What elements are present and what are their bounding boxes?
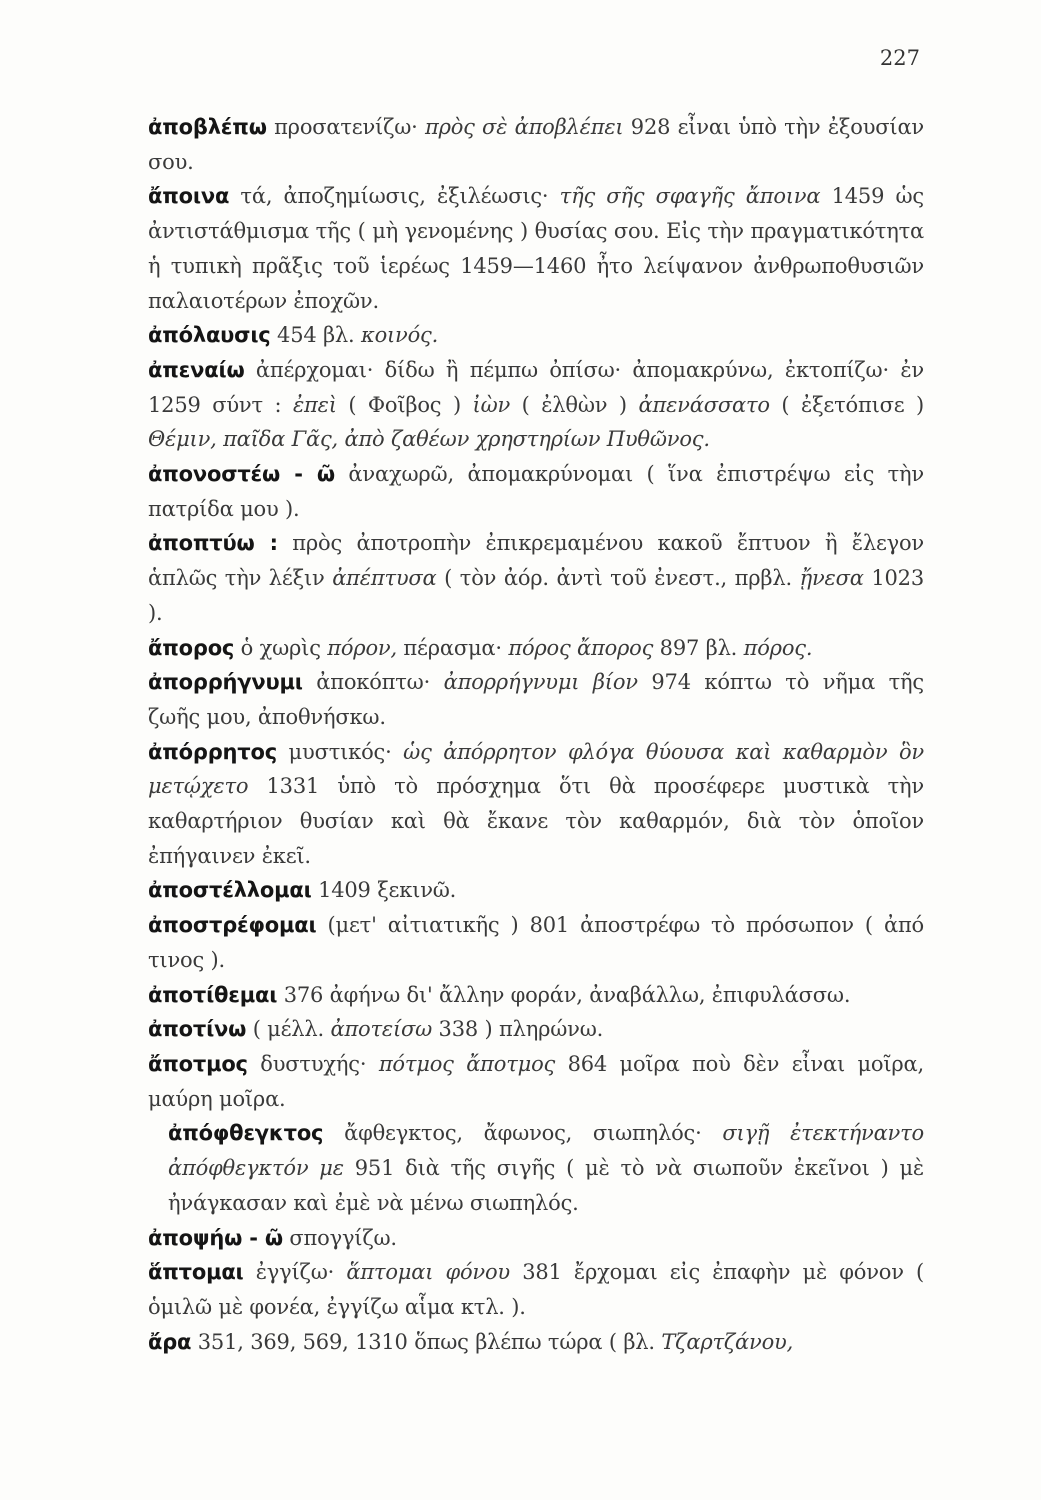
entry-quotation: κοινός. [361,323,439,348]
entry-quotation: ἰὼν [472,392,511,417]
entry-quotation: σιγῇ ἐτεκτήναντο ἀπόφθεγκτόν με [168,1121,924,1181]
glossary-entry [148,665,924,734]
glossary-entry [148,1116,924,1220]
entry-quotation: τῆς σῆς σφαγῆς ἄποινα [559,184,821,209]
glossary-entry [148,457,924,526]
entry-text: τά, ἀποζημίωσις, ἐξιλέωσις· [229,184,560,209]
glossary-entry [148,353,924,457]
entry-headword: ἅπτομαι [148,1260,244,1285]
entry-quotation: ᾔνεσα [799,566,864,591]
entry-text: ( Φοῖβος ) [336,392,473,417]
entry-text: μυστικός· [276,739,404,764]
entry-text: 351, 369, 569, 1310 ὅπως βλέπω τώρα ( βλ. [191,1329,662,1354]
page-number: 227 [879,46,920,70]
glossary-entry [148,1325,924,1360]
entry-text: προσατενίζω· [266,115,425,139]
entry-headword: ἀπόφθεγκτος [168,1121,324,1146]
entry-text: 974 κόπτω τὸ νῆμα τῆς ζωῆς μου, ἀποθνήσκω. [148,670,924,729]
entry-text: ἀποκόπτω· [302,670,444,695]
glossary-entry [148,1012,924,1047]
entry-text: 381 ἔρχομαι εἰς ἐπαφὴν μὲ φόνον ( ὁμιλῶ μὲ φονέα, ἐγγίζω αἷμα κτλ. ). [148,1260,924,1319]
entry-headword: ἀποψήω - ῶ [148,1225,283,1250]
entry-text: 928 εἶναι ὑπὸ τὴν ἐξουσίαν σου. [148,115,924,174]
glossary-entries [148,110,924,1359]
entry-text: σπογγίζω. [282,1225,397,1250]
entry-text: ἄφθεγκτος, ἄφωνος, σιωπηλός· [323,1121,723,1146]
entry-text: δυστυχής· [247,1051,379,1076]
entry-text: ( ἐλθὼν ) [510,392,639,417]
glossary-entry [148,873,924,908]
entry-headword: ἄπορος [148,635,235,660]
glossary-entry [148,1221,924,1256]
entry-headword: ἄρα [148,1329,192,1354]
entry-headword: ἄποτμος [148,1051,248,1076]
entry-text: 1023 ). [148,566,924,625]
entry-headword: ἀποπτύω : [148,531,278,556]
entry-quotation: πότμος ἄποτμος [378,1051,556,1076]
entry-headword: ἀπορρήγνυμι [148,670,303,695]
entry-quotation: πόρος ἄπορος [508,635,654,660]
entry-text: 897 βλ. [653,635,744,660]
glossary-entry [148,631,924,666]
entry-text: ἀναχωρῶ, ἀπομακρύνομαι ( ἵνα ἐπιστρέψω εἰς τὴν πατρίδα μου ). [148,462,924,521]
glossary-entry [148,908,924,977]
entry-text: πρὸς ἀποτροπὴν ἐπικρεμαμένου κακοῦ ἔπτυον ἢ ἔλεγον ἁπλῶς τὴν λέξιν [148,531,924,591]
glossary-entry [148,978,924,1013]
entry-text: 864 μοῖρα ποὺ δὲν εἶναι μοῖρα, μαύρη μοῖρα. [148,1051,924,1111]
entry-text: ἀπέρχομαι· δίδω ἢ πέμπω ὀπίσω· ἀπομακρύνω, ἐκτοπίζω· ἐν 1259 σύντ : [148,357,924,417]
entry-text: (μετ' αἰτιατικῆς ) 801 ἀποστρέφω τὸ πρόσωπον ( ἀπό τινος ). [148,913,924,972]
entry-quotation: πρὸς σὲ ἀποβλέπει [424,115,624,139]
entry-text: ( τὸν ἀόρ. ἀντὶ τοῦ ἐνεστ., πρβλ. [436,566,800,591]
entry-headword: ἀπεναίω [148,357,245,382]
entry-headword: ἀποστρέφομαι [148,913,317,938]
entry-quotation: ἀπέπτυσα [332,566,437,591]
entry-headword: ἀπόρρητος [148,739,277,764]
entry-quotation: πόρον, [327,635,397,660]
glossary-entry [148,110,924,179]
entry-headword: ἀποτίθεμαι [148,982,278,1007]
entry-quotation: Θέμιν, παῖδα Γᾶς, ἀπὸ ζαθέων χρηστηρίων Πυθῶνος. [148,427,710,452]
entry-text: 338 ) πληρώνω. [432,1017,604,1042]
entry-text: 454 βλ. [270,323,361,348]
entry-text: ὁ χωρὶς [234,635,328,660]
entry-quotation: ἀποτείσω [330,1017,433,1042]
entry-quotation: ἀπενάσσατο [638,392,770,417]
entry-text: 1459 ὡς ἀντιστάθμισμα τῆς ( μὴ γενομένης ) θυσίας σου. Εἰς τὴν πραγματικότητα ἡ τυπικὴ πρᾶξις τοῦ ἱερέως 1459—1460 ἦτο λείψανον ἀνθρωποθυσιῶν παλαιοτέρων ἐποχῶν. [148,184,924,313]
entry-headword: ἀποστέλλομαι [148,878,312,903]
entry-quotation: ἀπορρήγνυμι βίον [443,670,638,695]
entry-text: 1331 ὑπὸ τὸ πρόσχημα ὅτι θὰ προσέφερε μυστικὰ τὴν καθαρτήριον θυσίαν καὶ θὰ ἔκανε τὸν καθαρμόν, διὰ τὸν ὁποῖον ἐπήγαινεν ἐκεῖ. [148,774,924,868]
entry-quotation: ἐπεὶ [292,392,337,417]
entry-headword: ἀπόλαυσις [148,323,271,348]
glossary-entry [148,1255,924,1324]
glossary-entry [148,318,924,353]
entry-quotation: πόρος. [743,635,813,660]
entry-headword: ἀποτίνω [148,1017,247,1042]
entry-text: ( μέλλ. [246,1017,331,1042]
glossary-entry [148,1047,924,1116]
glossary-entry [148,526,924,630]
glossary-entry [148,179,924,318]
entry-text: 1409 ξεκινῶ. [311,878,457,903]
entry-text: ἐγγίζω· [243,1260,347,1285]
entry-headword: ἄποινα [148,184,230,209]
entry-quotation: ἅπτομαι φόνου [346,1260,510,1285]
entry-headword: ἀποβλέπω [148,115,267,139]
entry-quotation: Τζαρτζάνου, [661,1329,794,1354]
entry-text: 951 διὰ τῆς σιγῆς ( μὲ τὸ νὰ σιωποῦν ἐκεῖνοι ) μὲ ἠνάγκασαν καὶ ἐμὲ νὰ μένω σιωπηλός. [168,1156,924,1215]
entry-headword: ἀπονοστέω - ῶ [148,462,335,487]
entry-text: ( ἐξετόπισε ) [769,392,925,417]
entry-text: 376 ἀφήνω δι' ἄλλην φοράν, ἀναβάλλω, ἐπιφυλάσσω. [277,982,851,1007]
glossary-entry [148,735,924,874]
entry-quotation: ὡς ἀπόρρητον φλόγα θύουσα καὶ καθαρμὸν ὃν μετῴχετο [148,739,924,799]
entry-text: πέρασμα· [396,635,509,660]
